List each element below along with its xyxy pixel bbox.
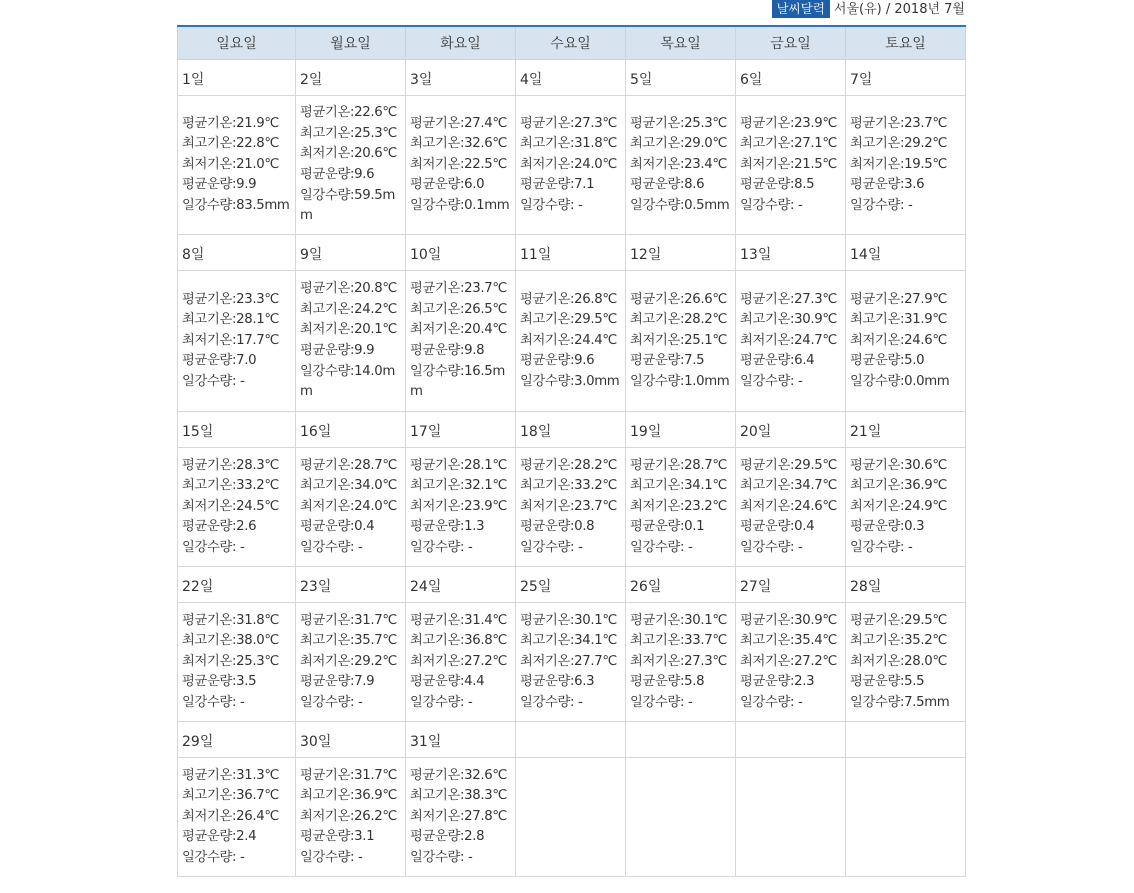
- weather-info-line: 평균운량:9.9: [182, 177, 257, 193]
- day-number-cell: 24일: [406, 567, 516, 603]
- weather-info-line: 최저기온:21.0℃: [182, 156, 279, 172]
- weather-info-line: 평균기온:30.6℃: [850, 457, 947, 473]
- weather-info-line: 최고기온:25.3℃: [300, 125, 397, 141]
- weather-info-line: 최저기온:24.6℃: [740, 498, 837, 514]
- weather-info-line: 평균운량:4.4: [410, 674, 485, 690]
- weather-info-line: 최저기온:24.6℃: [850, 332, 947, 348]
- day-number-cell: 1일: [178, 60, 296, 96]
- weather-info-line: 평균운량:7.5: [630, 353, 705, 369]
- weather-info-line: 최저기온:25.1℃: [630, 332, 727, 348]
- weather-info-line: 평균운량:2.4: [182, 829, 257, 845]
- day-weather-cell: [406, 448, 516, 567]
- weather-info-line: 최고기온:33.7℃: [630, 633, 727, 649]
- weather-info-line: 최고기온:36.9℃: [300, 788, 397, 804]
- weather-info-line: 평균운량:3.5: [182, 674, 257, 690]
- weather-info-line: 최저기온:23.9℃: [410, 498, 507, 514]
- day-weather-row: [178, 448, 966, 567]
- day-weather-cell: [626, 448, 736, 567]
- weather-info-line: 일강수량:1.0mm: [630, 373, 730, 389]
- weather-info: [410, 766, 513, 869]
- weather-info: [300, 103, 403, 227]
- weather-info-line: 최저기온:26.2℃: [300, 808, 397, 824]
- weather-info-line: 평균운량:0.8: [520, 519, 595, 535]
- day-number-cell: 7일: [846, 60, 966, 96]
- day-weather-cell: [846, 603, 966, 722]
- weather-info-line: 일강수량:0.0mm: [850, 373, 950, 389]
- day-weather-cell: [516, 758, 626, 877]
- day-number-cell: 3일: [406, 60, 516, 96]
- header-monday: 월요일: [296, 26, 406, 60]
- weather-info-line: 일강수량: -: [520, 694, 583, 710]
- header-sunday: 일요일: [178, 26, 296, 60]
- day-weather-cell: [626, 96, 736, 235]
- weather-info-line: 최저기온:21.5℃: [740, 156, 837, 172]
- day-weather-cell: [846, 271, 966, 412]
- weather-info-line: 일강수량: -: [182, 849, 245, 865]
- weather-info-line: 최고기온:34.1℃: [520, 633, 617, 649]
- weather-info-line: 평균운량:0.4: [740, 519, 815, 535]
- weather-info: [850, 456, 963, 559]
- weather-info-line: 평균기온:28.2℃: [520, 457, 617, 473]
- weather-info-line: 최저기온:20.4℃: [410, 322, 507, 338]
- weather-info: [740, 611, 843, 714]
- day-weather-cell: [516, 271, 626, 412]
- weather-info-line: 최저기온:24.7℃: [740, 332, 837, 348]
- weather-info-line: 최고기온:24.2℃: [300, 301, 397, 317]
- location-month-label: 서울(유) / 2018년 7월: [833, 2, 965, 17]
- weather-info-line: 평균기온:31.8℃: [182, 612, 279, 628]
- day-number-cell: 11일: [516, 235, 626, 271]
- weather-info: [300, 279, 403, 403]
- weather-info-line: 최저기온:27.2℃: [740, 653, 837, 669]
- weather-info-line: 평균기온:31.7℃: [300, 612, 397, 628]
- header-thursday: 목요일: [626, 26, 736, 60]
- weather-info-line: 평균기온:29.5℃: [740, 457, 837, 473]
- weather-info-line: 평균기온:26.8℃: [520, 291, 617, 307]
- weather-info-line: 최고기온:26.5℃: [410, 301, 507, 317]
- day-weather-cell: [736, 96, 846, 235]
- weather-info-line: 평균기온:30.1℃: [630, 612, 727, 628]
- weather-info-line: 평균기온:25.3℃: [630, 115, 727, 131]
- weather-info-line: 평균운량:5.0: [850, 353, 925, 369]
- day-weather-cell: [736, 758, 846, 877]
- weather-info-line: 일강수량:3.0mm: [520, 373, 620, 389]
- day-weather-cell: [406, 271, 516, 412]
- weather-info: [850, 290, 963, 393]
- weather-info: [410, 611, 513, 714]
- day-number-cell: 21일: [846, 412, 966, 448]
- weather-info-line: 최고기온:31.9℃: [850, 312, 947, 328]
- day-weather-cell: [296, 271, 406, 412]
- weather-info-line: 최고기온:34.7℃: [740, 478, 837, 494]
- weather-info-line: 평균운량:5.5: [850, 674, 925, 690]
- weather-info-line: 평균기온:20.8℃: [300, 281, 397, 297]
- weather-info-line: 평균기온:22.6℃: [300, 105, 397, 121]
- weather-info-line: 평균기온:28.7℃: [630, 457, 727, 473]
- weather-info-line: 일강수량:0.5mm: [630, 197, 730, 213]
- weather-info-line: 평균기온:31.7℃: [300, 767, 397, 783]
- weather-info-line: 평균운량:5.8: [630, 674, 705, 690]
- day-number-row: [178, 60, 966, 96]
- weather-info-line: 일강수량: -: [740, 373, 803, 389]
- weather-info-line: 평균기온:32.6℃: [410, 767, 507, 783]
- weather-info-line: 최고기온:38.3℃: [410, 788, 507, 804]
- weather-info-line: 일강수량: -: [300, 539, 363, 555]
- weather-info-line: 평균운량:6.0: [410, 177, 485, 193]
- calendar-caption: [178, 0, 965, 22]
- weather-info-line: 최고기온:33.2℃: [520, 478, 617, 494]
- header-wednesday: 수요일: [516, 26, 626, 60]
- day-weather-cell: [846, 448, 966, 567]
- weather-info: [182, 766, 293, 869]
- weather-info-line: 최저기온:23.2℃: [630, 498, 727, 514]
- day-number-cell: 10일: [406, 235, 516, 271]
- day-weather-row: [178, 603, 966, 722]
- day-number-cell: 4일: [516, 60, 626, 96]
- day-number-cell: 28일: [846, 567, 966, 603]
- weather-info-line: 평균운량:2.8: [410, 829, 485, 845]
- weather-info-line: 평균기온:27.9℃: [850, 291, 947, 307]
- header-tuesday: 화요일: [406, 26, 516, 60]
- weather-info: [520, 114, 623, 217]
- day-number-row: [178, 722, 966, 758]
- weather-info-line: 평균기온:29.5℃: [850, 612, 947, 628]
- weather-info-line: 평균기온:27.4℃: [410, 115, 507, 131]
- weather-info-line: 일강수량: -: [850, 539, 913, 555]
- weather-info: [410, 114, 513, 217]
- day-weather-cell: [516, 96, 626, 235]
- weather-info-line: 일강수량: -: [630, 694, 693, 710]
- day-weather-cell: [626, 271, 736, 412]
- weather-info-line: 평균운량:8.6: [630, 177, 705, 193]
- weather-info-line: 평균운량:3.1: [300, 829, 375, 845]
- day-number-cell: 22일: [178, 567, 296, 603]
- weather-info-line: 최저기온:20.6℃: [300, 146, 397, 162]
- weather-info: [182, 611, 293, 714]
- day-weather-cell: [516, 448, 626, 567]
- day-weather-cell: [178, 448, 296, 567]
- weather-info: [520, 290, 623, 393]
- weather-info: [300, 611, 403, 714]
- weather-info: [300, 766, 403, 869]
- weather-info-line: 일강수량:59.5mm: [300, 187, 395, 224]
- day-weather-cell: [296, 603, 406, 722]
- day-number-cell: [626, 722, 736, 758]
- weather-info-line: 평균운량:9.9: [300, 343, 375, 358]
- weather-info: [630, 456, 733, 559]
- day-number-cell: [846, 722, 966, 758]
- day-weather-cell: [626, 603, 736, 722]
- weather-info-line: 평균운량:0.3: [850, 519, 925, 535]
- day-number-cell: [736, 722, 846, 758]
- header-saturday: 토요일: [846, 26, 966, 60]
- weather-info-line: 일강수량: -: [740, 539, 803, 555]
- day-weather-row: [178, 271, 966, 412]
- weather-info-line: 평균기온:21.9℃: [182, 115, 279, 131]
- day-number-cell: 17일: [406, 412, 516, 448]
- weather-info-line: 일강수량: -: [410, 849, 473, 865]
- weather-info-line: 최저기온:23.4℃: [630, 156, 727, 172]
- weather-info-line: 일강수량: -: [300, 849, 363, 865]
- day-number-cell: 16일: [296, 412, 406, 448]
- day-number-cell: 26일: [626, 567, 736, 603]
- weather-info-line: 최고기온:28.1℃: [182, 312, 279, 328]
- weather-info: [520, 611, 623, 714]
- weather-info-line: 평균기온:30.1℃: [520, 612, 617, 628]
- weather-info-line: 평균운량:9.6: [300, 167, 375, 182]
- day-number-cell: 30일: [296, 722, 406, 758]
- weather-info-line: 최저기온:29.2℃: [300, 653, 397, 669]
- weather-info: [740, 456, 843, 559]
- day-weather-row: [178, 96, 966, 235]
- weather-info-line: 평균기온:28.7℃: [300, 457, 397, 473]
- day-weather-cell: [296, 96, 406, 235]
- weather-info-line: 평균기온:28.1℃: [410, 457, 507, 473]
- weather-info-line: 평균운량:6.3: [520, 674, 595, 690]
- weather-info-line: 일강수량: -: [740, 197, 803, 213]
- weather-info: [410, 279, 513, 403]
- weather-info-line: 최고기온:22.8℃: [182, 136, 279, 152]
- weekday-header-row: [178, 26, 966, 60]
- day-number-cell: 12일: [626, 235, 736, 271]
- weather-info: [410, 456, 513, 559]
- weather-info-line: 일강수량:7.5mm: [850, 694, 950, 710]
- weather-info-line: 일강수량:0.1mm: [410, 197, 510, 213]
- weather-info-line: 일강수량: -: [300, 694, 363, 710]
- weather-info-line: 최저기온:20.1℃: [300, 322, 397, 338]
- weather-info: [740, 290, 843, 393]
- day-number-cell: 31일: [406, 722, 516, 758]
- header-friday: 금요일: [736, 26, 846, 60]
- day-number-cell: 9일: [296, 235, 406, 271]
- weather-info-line: 일강수량:14.0mm: [300, 363, 395, 400]
- weather-info-line: 최저기온:24.9℃: [850, 498, 947, 514]
- day-weather-cell: [846, 96, 966, 235]
- weather-info-line: 평균운량:9.6: [520, 353, 595, 369]
- weather-info-line: 평균기온:30.9℃: [740, 612, 837, 628]
- weather-info-line: 평균기온:28.3℃: [182, 457, 279, 473]
- weather-info-line: 최고기온:36.7℃: [182, 788, 279, 804]
- weather-info-line: 최저기온:24.0℃: [520, 156, 617, 172]
- weather-info-line: 평균기온:31.4℃: [410, 612, 507, 628]
- weather-info-line: 최저기온:17.7℃: [182, 332, 279, 348]
- weather-info-line: 최고기온:28.2℃: [630, 312, 727, 328]
- weather-info-line: 최저기온:27.3℃: [630, 653, 727, 669]
- weather-info-line: 최고기온:38.0℃: [182, 633, 279, 649]
- weather-info-line: 일강수량: -: [850, 197, 913, 213]
- weather-info: [740, 114, 843, 217]
- weather-info-line: 최고기온:34.0℃: [300, 478, 397, 494]
- day-number-cell: 15일: [178, 412, 296, 448]
- weather-info-line: 최저기온:26.4℃: [182, 808, 279, 824]
- weather-info-line: 최고기온:33.2℃: [182, 478, 279, 494]
- weather-info-line: 평균운량:1.3: [410, 519, 485, 535]
- weather-info-line: 일강수량: -: [520, 539, 583, 555]
- day-number-cell: 29일: [178, 722, 296, 758]
- weather-info: [850, 114, 963, 217]
- day-number-cell: 14일: [846, 235, 966, 271]
- weather-info-line: 일강수량: -: [520, 197, 583, 213]
- day-weather-cell: [296, 448, 406, 567]
- weather-info-line: 최고기온:31.8℃: [520, 136, 617, 152]
- day-number-cell: 8일: [178, 235, 296, 271]
- day-weather-cell: [516, 603, 626, 722]
- day-weather-cell: [406, 603, 516, 722]
- weather-info-line: 평균기온:23.7℃: [410, 281, 507, 297]
- weather-info-line: 평균운량:7.9: [300, 674, 375, 690]
- weather-info-line: 최고기온:36.9℃: [850, 478, 947, 494]
- weather-calendar-table: [177, 25, 966, 877]
- day-number-cell: 6일: [736, 60, 846, 96]
- day-number-cell: 19일: [626, 412, 736, 448]
- day-weather-cell: [296, 758, 406, 877]
- weather-info-line: 평균기온:23.7℃: [850, 115, 947, 131]
- weather-info-line: 일강수량: -: [182, 539, 245, 555]
- weather-info-line: 평균운량:7.0: [182, 353, 257, 369]
- weather-info-line: 일강수량: -: [740, 694, 803, 710]
- weather-info-line: 평균운량:3.6: [850, 177, 925, 193]
- weather-info-line: 평균운량:0.1: [630, 519, 705, 535]
- day-weather-cell: [178, 96, 296, 235]
- day-weather-cell: [406, 96, 516, 235]
- weather-info-line: 평균운량:7.1: [520, 177, 595, 193]
- weather-info-line: 평균운량:2.3: [740, 674, 815, 690]
- weather-info-line: 평균운량:9.8: [410, 343, 485, 358]
- weather-info-line: 최저기온:24.5℃: [182, 498, 279, 514]
- weather-info-line: 최고기온:27.1℃: [740, 136, 837, 152]
- weather-info-line: 최저기온:27.7℃: [520, 653, 617, 669]
- weather-info: [630, 611, 733, 714]
- weather-info: [182, 456, 293, 559]
- weather-info-line: 평균운량:6.4: [740, 353, 815, 369]
- weather-info: [630, 290, 733, 393]
- day-weather-cell: [736, 448, 846, 567]
- day-number-cell: 18일: [516, 412, 626, 448]
- day-number-cell: 27일: [736, 567, 846, 603]
- day-number-cell: 20일: [736, 412, 846, 448]
- day-weather-cell: [626, 758, 736, 877]
- weather-info-line: 최고기온:35.7℃: [300, 633, 397, 649]
- weather-info-line: 일강수량: -: [410, 539, 473, 555]
- weather-info-line: 최저기온:25.3℃: [182, 653, 279, 669]
- day-weather-cell: [406, 758, 516, 877]
- weather-info-line: 일강수량: -: [182, 694, 245, 710]
- day-number-cell: 2일: [296, 60, 406, 96]
- weather-info-line: 평균운량:2.6: [182, 519, 257, 535]
- day-number-cell: 13일: [736, 235, 846, 271]
- weather-info-line: 최저기온:27.8℃: [410, 808, 507, 824]
- day-number-row: [178, 567, 966, 603]
- day-weather-cell: [178, 271, 296, 412]
- weather-info: [630, 114, 733, 217]
- weather-info-line: 평균기온:26.6℃: [630, 291, 727, 307]
- weather-info-line: 최고기온:29.5℃: [520, 312, 617, 328]
- calendar-body: [178, 60, 966, 877]
- weather-info-line: 평균기온:27.3℃: [740, 291, 837, 307]
- weather-info-line: 최저기온:22.5℃: [410, 156, 507, 172]
- weather-info-line: 최고기온:32.1℃: [410, 478, 507, 494]
- weather-info-line: 최고기온:29.0℃: [630, 136, 727, 152]
- weather-info-line: 최고기온:36.8℃: [410, 633, 507, 649]
- weather-info-line: 최고기온:35.2℃: [850, 633, 947, 649]
- weather-info-line: 최고기온:35.4℃: [740, 633, 837, 649]
- day-weather-cell: [736, 603, 846, 722]
- weather-info: [850, 611, 963, 714]
- weather-info: [182, 290, 293, 393]
- weather-info-line: 평균기온:31.3℃: [182, 767, 279, 783]
- weather-info-line: 최저기온:28.0℃: [850, 653, 947, 669]
- weather-info: [182, 114, 293, 217]
- weather-info-line: 최고기온:34.1℃: [630, 478, 727, 494]
- weather-info-line: 최저기온:24.4℃: [520, 332, 617, 348]
- weather-info-line: 평균기온:27.3℃: [520, 115, 617, 131]
- weather-info-line: 일강수량: -: [410, 694, 473, 710]
- weather-info-line: 최저기온:27.2℃: [410, 653, 507, 669]
- weather-info-line: 평균운량:0.4: [300, 519, 375, 535]
- weather-info-line: 최저기온:24.0℃: [300, 498, 397, 514]
- weather-info-line: 평균기온:23.9℃: [740, 115, 837, 131]
- weather-info-line: 일강수량: -: [182, 373, 245, 389]
- day-weather-cell: [178, 758, 296, 877]
- day-number-cell: 23일: [296, 567, 406, 603]
- weather-info: [300, 456, 403, 559]
- weather-info-line: 최고기온:30.9℃: [740, 312, 837, 328]
- weather-info-line: 일강수량:16.5mm: [410, 363, 505, 400]
- day-weather-cell: [846, 758, 966, 877]
- weather-info-line: 일강수량: -: [630, 539, 693, 555]
- day-weather-cell: [178, 603, 296, 722]
- weather-info-line: 최저기온:23.7℃: [520, 498, 617, 514]
- weather-info-line: 평균기온:23.3℃: [182, 291, 279, 307]
- day-number-row: [178, 235, 966, 271]
- weather-info-line: 최저기온:19.5℃: [850, 156, 947, 172]
- day-number-row: [178, 412, 966, 448]
- weather-info-line: 평균운량:8.5: [740, 177, 815, 193]
- weather-calendar-badge: 날씨달력: [772, 0, 830, 18]
- weather-info-line: 최고기온:32.6℃: [410, 136, 507, 152]
- weather-info: [520, 456, 623, 559]
- weather-info-line: 일강수량:83.5mm: [182, 197, 290, 213]
- weather-info-line: 최고기온:29.2℃: [850, 136, 947, 152]
- day-number-cell: 25일: [516, 567, 626, 603]
- day-number-cell: 5일: [626, 60, 736, 96]
- day-weather-cell: [736, 271, 846, 412]
- day-weather-row: [178, 758, 966, 877]
- day-number-cell: [516, 722, 626, 758]
